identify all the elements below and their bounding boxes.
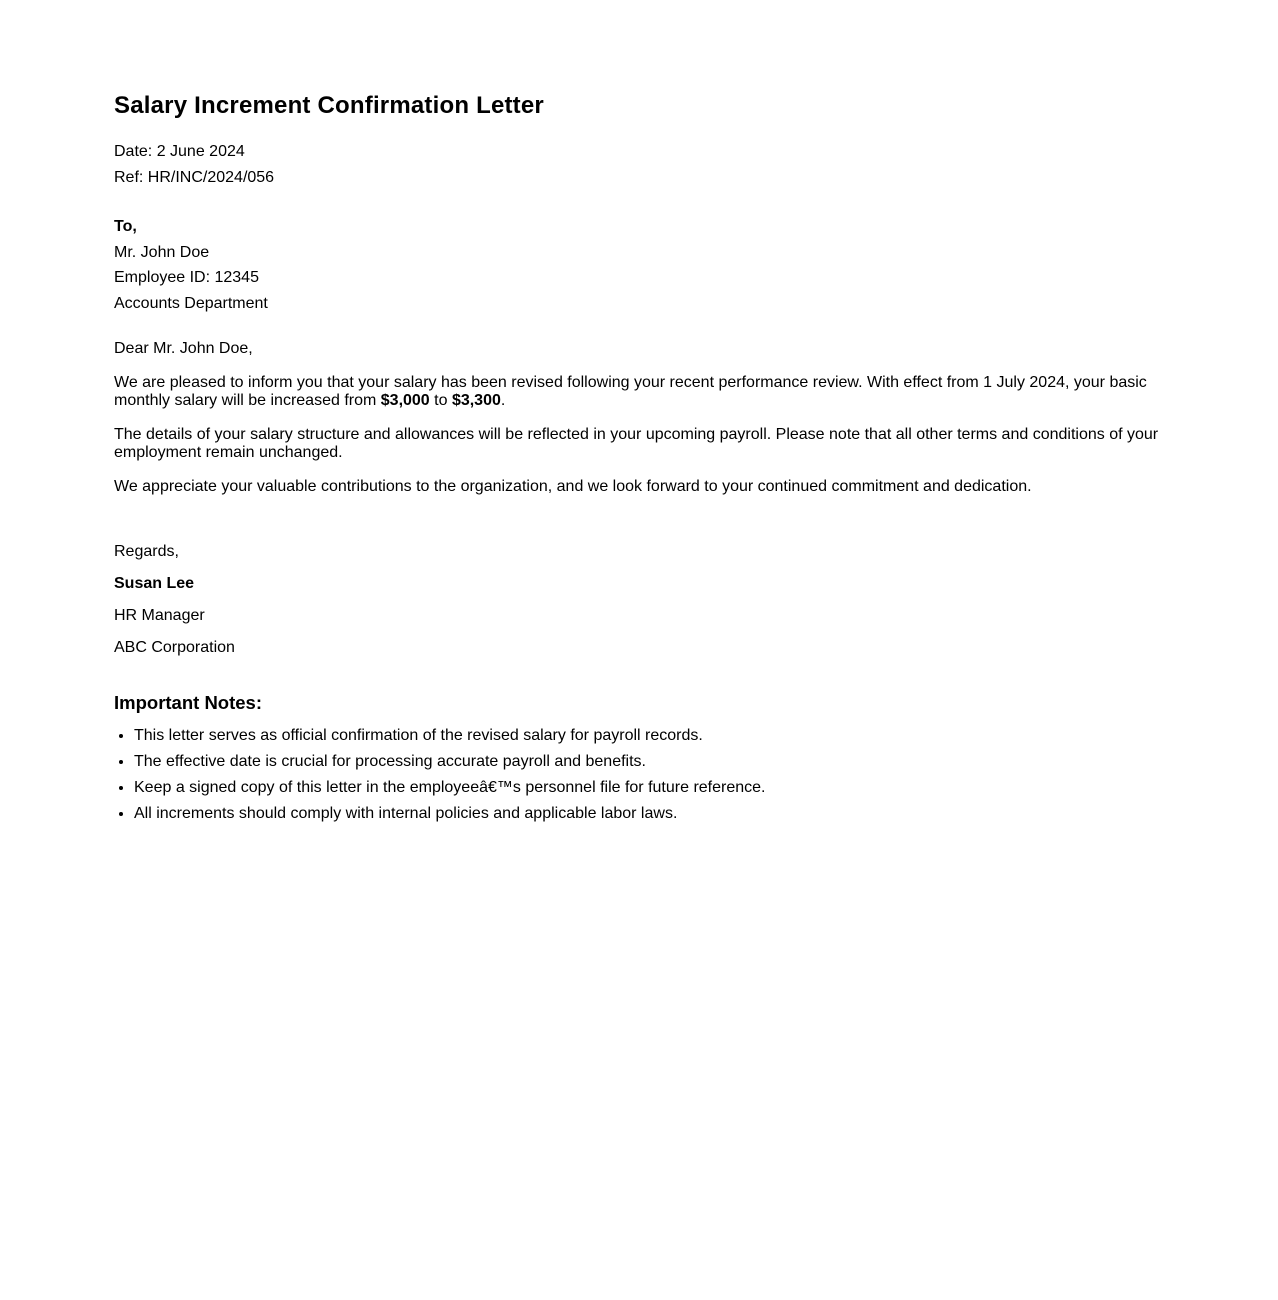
- recipient-department: Accounts Department: [114, 295, 268, 312]
- para1-text-c: .: [500, 392, 506, 409]
- notes-list-item: • This letter serves as official confirmation of the revised salary for payroll records.: [134, 726, 765, 746]
- signatory-title: HR Manager: [114, 607, 205, 624]
- notes-list: [114, 726, 765, 830]
- old-salary-amount: $3,000: [380, 392, 430, 409]
- letter-date: Date: 2 June 2024: [114, 143, 245, 160]
- new-salary-amount: $3,300: [451, 392, 501, 409]
- company-name: ABC Corporation: [114, 639, 235, 656]
- recipient-employee-id: Employee ID: 12345: [114, 269, 259, 286]
- notes-list-item: • All increments should comply with internal policies and applicable labor laws.: [134, 804, 765, 824]
- to-label: To,: [114, 218, 137, 235]
- notes-list-item: • Keep a signed copy of this letter in the employeeâ€™s personnel file for future reference.: [134, 778, 765, 798]
- salutation: Dear Mr. John Doe,: [114, 340, 253, 357]
- para1-text-b: to: [429, 392, 452, 409]
- para1-text-a: We are pleased to inform you that your salary has been revised following your recent performance review. With effect from 1 July 2024, your basic monthly salary will be increased from: [114, 374, 1147, 409]
- letter-reference: Ref: HR/INC/2024/056: [114, 169, 275, 186]
- letter-title: Salary Increment Confirmation Letter: [114, 92, 544, 119]
- closing: Regards,: [114, 543, 179, 560]
- signatory-name: Susan Lee: [114, 575, 195, 592]
- paragraph-appreciation: We appreciate your valuable contributions to the organization, and we look forward to your continued commitment and dedication.: [114, 478, 1032, 495]
- recipient-name: Mr. John Doe: [114, 244, 210, 261]
- notes-list-item: • The effective date is crucial for processing accurate payroll and benefits.: [134, 752, 765, 772]
- notes-heading: Important Notes:: [114, 692, 262, 713]
- paragraph-salary-revision: [114, 374, 1166, 410]
- paragraph-payroll-details: The details of your salary structure and allowances will be reflected in your upcoming payroll. Please note that all other terms and conditions of your employment remain unchanged.: [114, 426, 1159, 461]
